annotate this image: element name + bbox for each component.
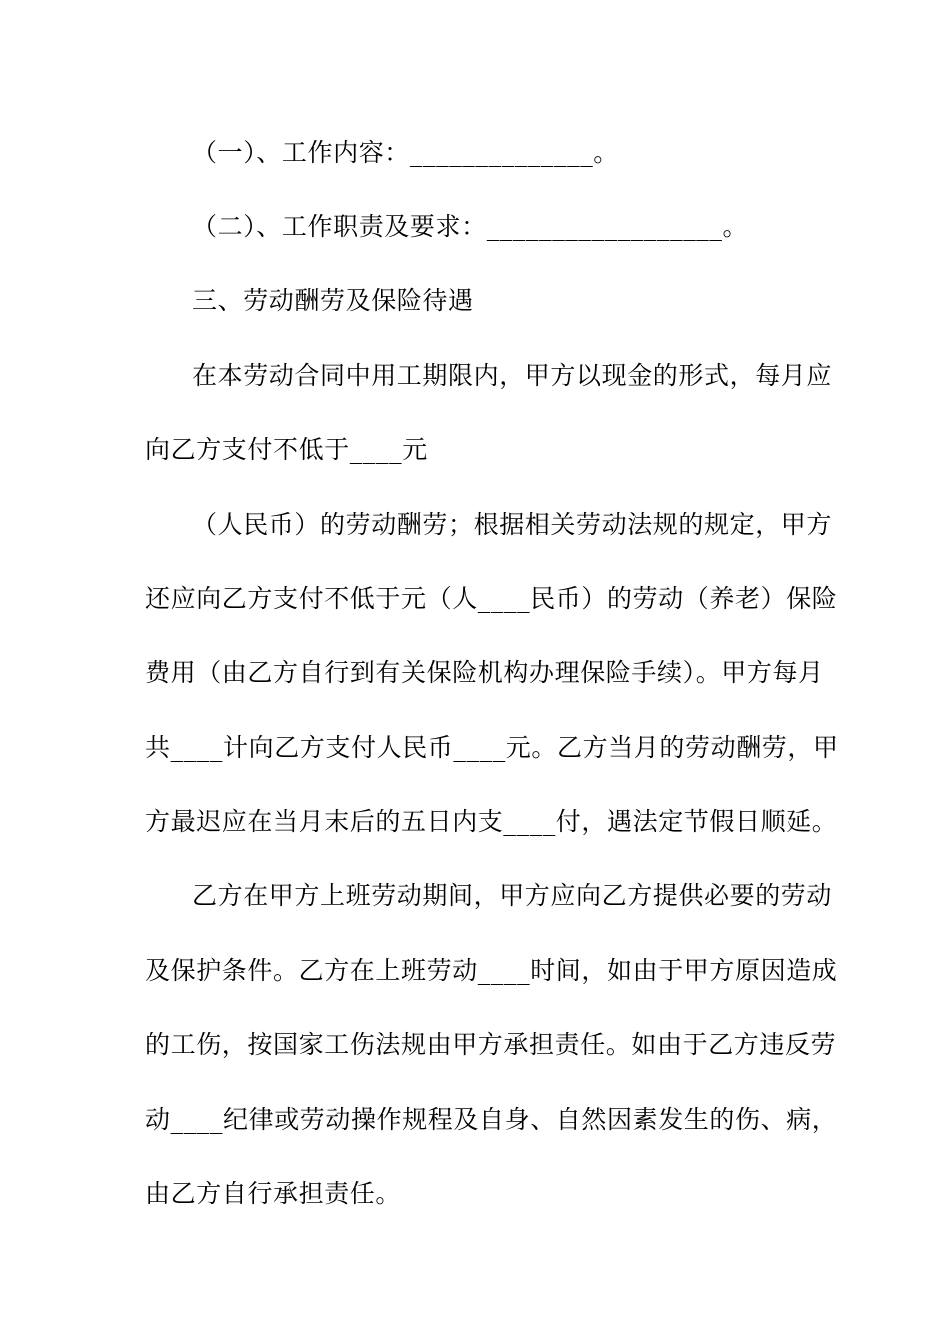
clause-work-duties: （二）、工作职责及要求：__________________。 [192, 212, 749, 241]
paragraph-line: 的工伤，按国家工伤法规由甲方承担责任。如由于乙方违反劳 [145, 1030, 837, 1059]
paragraph-line: 动____纪律或劳动操作规程及自身、自然因素发生的伤、病， [145, 1105, 838, 1134]
paragraph-line: 由乙方自行承担责任。 [145, 1179, 402, 1208]
paragraph-line: 共____计向乙方支付人民币____元。乙方当月的劳动酬劳，甲 [145, 733, 839, 762]
paragraph-line: 还应向乙方支付不低于元（人____民币）的劳动（养老）保险 [145, 584, 838, 613]
paragraph-line: 及保护条件。乙方在上班劳动____时间，如由于甲方原因造成 [145, 956, 838, 985]
paragraph-line: 在本劳动合同中用工期限内，甲方以现金的形式，每月应 [192, 361, 833, 390]
clause-work-content: （一）、工作内容：______________。 [192, 138, 619, 167]
paragraph-line: 乙方在甲方上班劳动期间，甲方应向乙方提供必要的劳动 [192, 881, 833, 910]
paragraph-line: 方最迟应在当月末后的五日内支____付，遇法定节假日顺延。 [145, 807, 838, 836]
paragraph-line: 费用（由乙方自行到有关保险机构办理保险手续）。甲方每月 [145, 658, 824, 687]
paragraph-line: （人民币）的劳动酬劳；根据相关劳动法规的规定，甲方 [192, 510, 833, 539]
paragraph-line: 向乙方支付不低于____元 [145, 435, 428, 464]
section-heading-remuneration: 三、劳动酬劳及保险待遇 [192, 286, 474, 315]
